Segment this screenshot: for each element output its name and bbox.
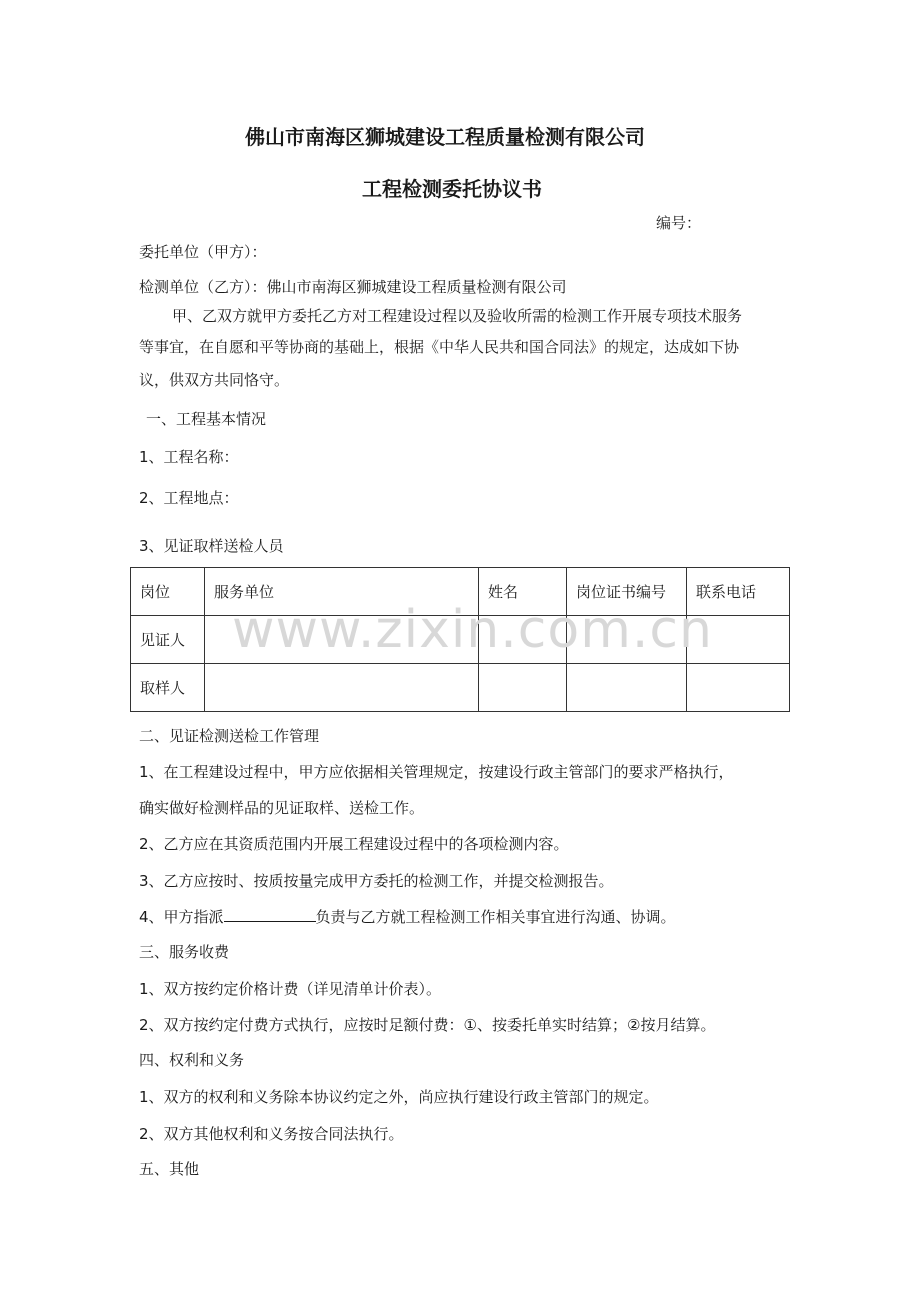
table-header: 姓名 <box>479 568 567 616</box>
project-name: 1、工程名称： <box>139 448 239 466</box>
assignee-blank <box>224 907 316 922</box>
section2-item3: 3、乙方应按时、按质按量完成甲方委托的检测工作，并提交检测报告。 <box>139 872 614 890</box>
number-label: 编号： <box>656 214 702 232</box>
section2-item4-post: 负责与乙方就工程检测工作相关事宜进行沟通、协调。 <box>315 908 676 926</box>
section1-heading: 一、工程基本情况 <box>146 410 267 428</box>
section2-heading: 二、见证检测送检工作管理 <box>139 727 320 745</box>
table-cell: 取样人 <box>131 664 205 712</box>
table-cell <box>567 664 687 712</box>
watermark: www.zixin.com.cn <box>232 600 713 660</box>
table-row <box>131 664 790 712</box>
document-title: 工程检测委托协议书 <box>362 177 542 201</box>
table-header: 岗位 <box>131 568 205 616</box>
table-header: 服务单位 <box>205 568 479 616</box>
section3-item2: 2、双方按约定付费方式执行，应按时足额付费：①、按委托单实时结算；②按月结算。 <box>139 1016 716 1034</box>
section4-heading: 四、权利和义务 <box>139 1051 245 1069</box>
table-cell <box>205 664 479 712</box>
section2-item1-line2: 确实做好检测样品的见证取样、送检工作。 <box>139 799 425 817</box>
section3-item1: 1、双方按约定价格计费（详见清单计价表）。 <box>139 980 442 998</box>
tester-party: 检测单位（乙方）：佛山市南海区狮城建设工程质量检测有限公司 <box>139 278 567 296</box>
section2-item2: 2、乙方应在其资质范围内开展工程建设过程中的各项检测内容。 <box>139 835 569 853</box>
sampling-personnel: 3、见证取样送检人员 <box>139 537 284 555</box>
table-cell: 见证人 <box>131 616 205 664</box>
section4-item2: 2、双方其他权利和义务按合同法执行。 <box>139 1125 404 1143</box>
section2-item4 <box>139 906 676 927</box>
table-header: 联系电话 <box>687 568 790 616</box>
section5-heading: 五、其他 <box>139 1160 200 1178</box>
intro-line-2: 等事宜，在自愿和平等协商的基础上，根据《中华人民共和国合同法》的规定，达成如下协 <box>139 338 740 356</box>
section3-heading: 三、服务收费 <box>139 943 230 961</box>
client-party: 委托单位（甲方）： <box>139 243 267 261</box>
table-cell <box>479 664 567 712</box>
table-cell <box>687 664 790 712</box>
section2-item1-line1: 1、在工程建设过程中，甲方应依据相关管理规定，按建设行政主管部门的要求严格执行， <box>139 763 734 781</box>
intro-line-1: 甲、乙双方就甲方委托乙方对工程建设过程以及验收所需的检测工作开展专项技术服务 <box>172 307 743 325</box>
project-location: 2、工程地点： <box>139 489 239 507</box>
section4-item1: 1、双方的权利和义务除本协议约定之外，尚应执行建设行政主管部门的规定。 <box>139 1088 659 1106</box>
table-header: 岗位证书编号 <box>567 568 687 616</box>
intro-line-3: 议，供双方共同恪守。 <box>139 371 290 389</box>
company-title: 佛山市南海区狮城建设工程质量检测有限公司 <box>245 125 645 149</box>
section2-item4-pre: 4、甲方指派 <box>139 908 224 926</box>
